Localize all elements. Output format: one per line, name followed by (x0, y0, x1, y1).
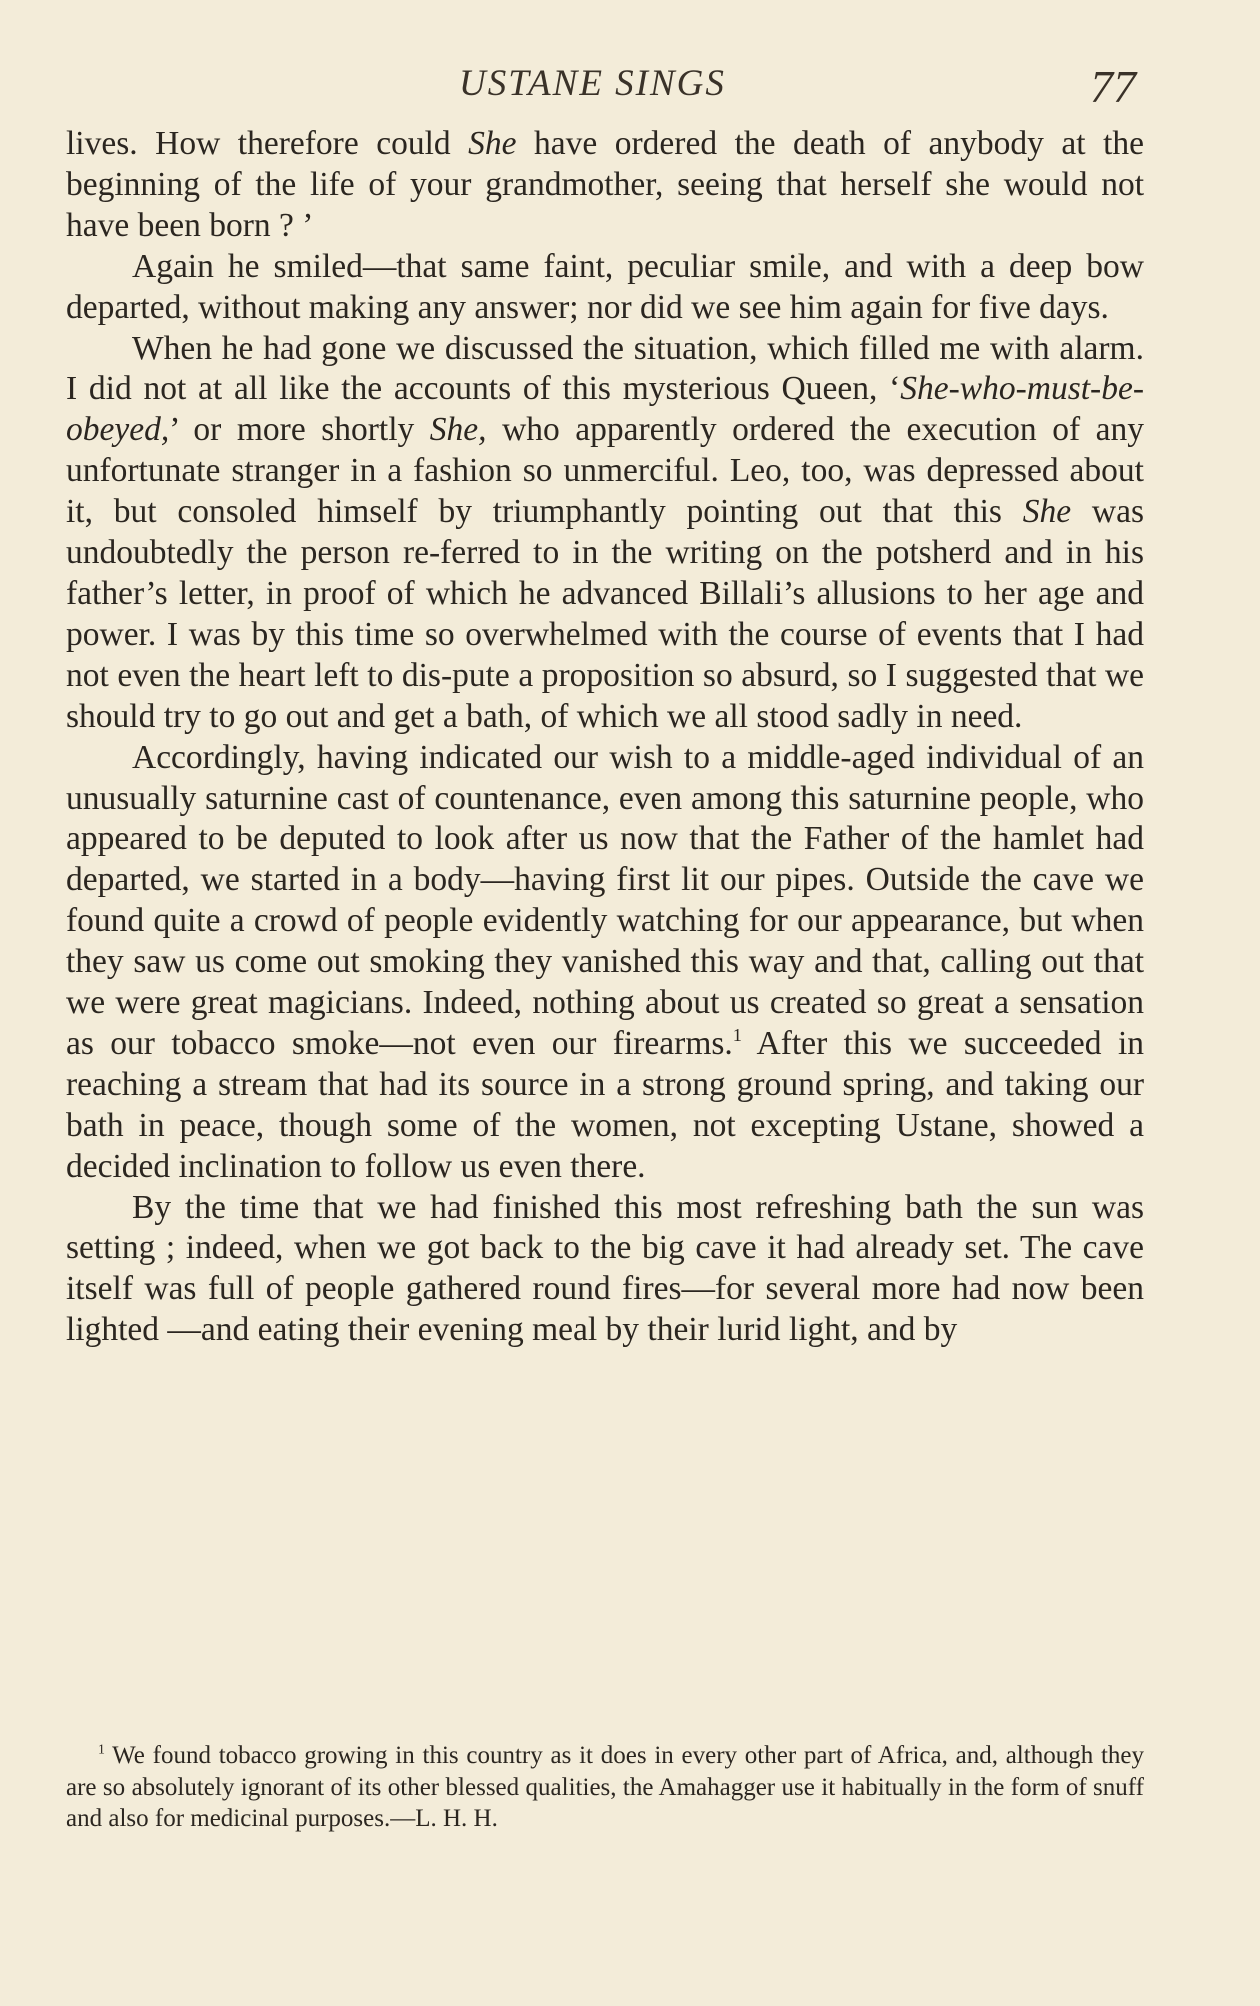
italic-text: She-who-must-be-obeyed, (66, 370, 1144, 449)
footnote (66, 1740, 1144, 1835)
paragraph (66, 1188, 1144, 1352)
text-run: By the time that we had finished this most refreshing bath the sun was setting ; indeed, when we got back to the big cave it had already set. The cave itself was full of people gathered round fires—for several more had now been lighted —and eating their evening meal by their lurid light, and by (66, 1188, 1144, 1349)
footnotes (66, 1740, 1144, 1835)
text-run: Again he smiled—that same faint, peculiar smile, and with a deep bow departed, without making any answer; nor did we see him again for five days. (66, 247, 1144, 326)
text-run: After this we succeeded in reaching a stream that had its source in a strong ground spring, and taking our bath in peace, though some of the women, not excepting Ustane, showed a decided inclination to follow us even there. (66, 1024, 1145, 1185)
body-text (66, 124, 1144, 1351)
paragraph (66, 247, 1144, 329)
text-run: When he had gone we discussed the situation, which filled me with alarm. I did not at all like the accounts of this mysterious Queen, ‘ (66, 329, 1144, 408)
paragraph (66, 738, 1144, 1188)
footnote-number: 1 (98, 1741, 105, 1757)
text-run: have ordered the death of anybody at the beginning of the life of your grandmother, seeing that herself she would not have been born ? ’ (66, 125, 1144, 244)
paragraph (66, 329, 1144, 738)
paragraph (66, 124, 1144, 247)
running-head (0, 58, 1260, 112)
italic-text: She, (429, 411, 487, 449)
text-run: ’ or more shortly (169, 411, 430, 449)
footnote-text: We found tobacco growing in this country as it does in every other part of Africa, and, although they are so absolutely ignorant of its other blessed qualities, the Amahagger use it habitually in the form of snuff and also for medicinal purposes.—L. H. H. (66, 1742, 1144, 1832)
italic-text: She (468, 125, 517, 162)
text-run: Accordingly, having indicated our wish to a middle-aged individual of an unusually saturnine cast of countenance, even among this saturnine people, who appeared to be deputed to look after us now that the Father of the hamlet had departed, we started in a body—having first lit our pipes. Outside the cave we found quite a crowd of people evidently watching for our appearance, but when they saw us come out smoking they vanished this way and that, calling out that we were great magicians. Indeed, nothing about us created so great a sensation as our tobacco smoke—not even our firearms. (66, 738, 1144, 1062)
text-run: lives. How therefore could (66, 125, 469, 162)
text-run: was undoubtedly the person re-ferred to in the writing on the potsherd and in his father’s letter, in proof of which he advanced Billali’s allusions to her age and power. I was by this time so overwhelmed with the course of events that I had not even the heart left to dis-pute a proposition so absurd, so I suggested that we should try to go out and get a bath, of which we all stood sadly in need. (66, 493, 1144, 735)
page-number: 77 (1090, 61, 1136, 112)
running-title: USTANE SINGS (459, 63, 726, 104)
text-run: who apparently ordered the execution of any unfortunate stranger in a fashion so unmerciful. Leo, too, was depressed about it, but consoled himself by triumphantly pointing out that this (66, 411, 1144, 531)
italic-text: She (1022, 493, 1072, 531)
footnote-marker: 1 (732, 1025, 742, 1046)
